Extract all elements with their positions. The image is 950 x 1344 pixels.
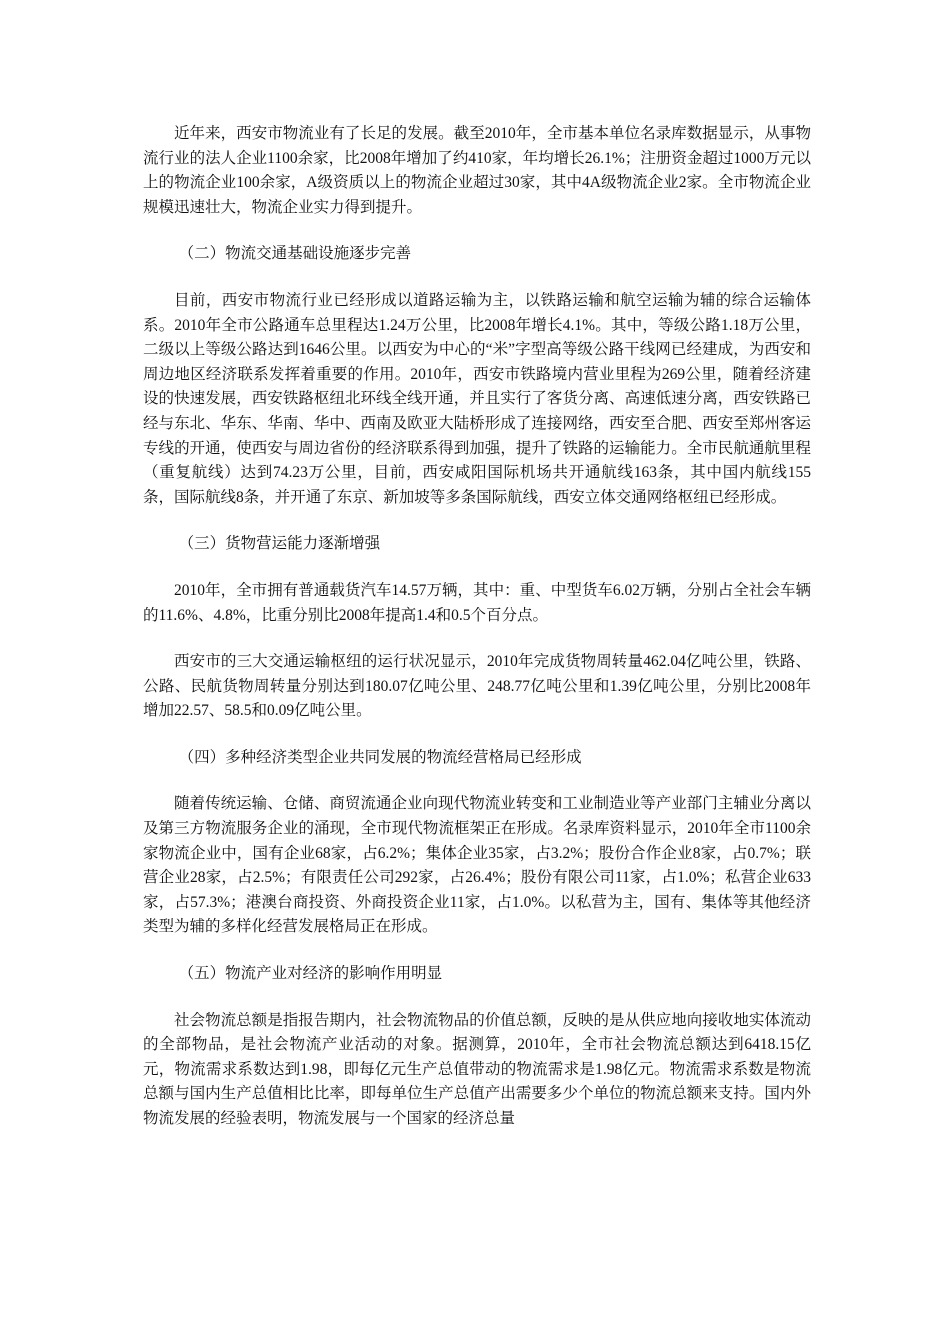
paragraph-trucks: 2010年，全市拥有普通载货汽车14.57万辆，其中：重、中型货车6.02万辆，分别占全社会车辆的11.6%、4.8%，比重分别比2008年提高1.4和0.5个百分点。: [143, 581, 811, 624]
paragraph-freight-turnover: 西安市的三大交通运输枢纽的运行状况显示，2010年完成货物周转量462.04亿吨公里，铁路、公路、民航货物周转量分别达到180.07亿吨公里、248.77亿吨公里和1.39亿吨公里，分别比2008年增加22.57、58.5和0.09亿吨公里。: [143, 653, 811, 720]
paragraph-business-types: 随着传统运输、仓储、商贸流通企业向现代物流业转变和工业制造业等产业部门主辅业分离以及第三方物流服务企业的涌现，全市现代物流框架正在形成。名录库资料显示，2010年全市1100余家物流企业中，国有企业68家，占6.2%；集体企业35家，占3.2%；股份合作企业8家，占0.7%；联营企业28家，占2.5%；有限责任公司292家，占26.4%；股份有限公司11家，占1.0%；私营企业633家，占57.3%；港澳台商投资、外商投资企业11家，占1.0%。以私营为主，国有、集体等其他经济类型为辅的多样化经营发展格局正在形成。: [143, 795, 811, 936]
section-heading-infrastructure: （二）物流交通基础设施逐步完善: [178, 245, 412, 263]
section-heading-freight-capacity: （三）货物营运能力逐渐增强: [178, 535, 381, 553]
paragraph-enterprise-growth: 近年来，西安市物流业有了长足的发展。截至2010年，全市基本单位名录库数据显示，从事物流行业的法人企业1100余家，比2008年增加了约410家，年均增长26.1%；注册资金超过1000万元以上的物流企业100余家，A级资质以上的物流企业超过30家，其中4A级物流企业2家。全市物流企业规模迅速壮大，物流企业实力得到提升。: [143, 125, 811, 216]
section-heading-economic-impact: （五）物流产业对经济的影响作用明显: [178, 965, 443, 983]
section-heading-business-types: （四）多种经济类型企业共同发展的物流经营格局已经形成: [178, 748, 582, 766]
paragraph-economic-impact: 社会物流总额是指报告期内，社会物流物品的价值总额，反映的是从供应地向接收地实体流动的全部物品，是社会物流产业活动的对象。据测算，2010年，全市社会物流总额达到6418.15亿元，物流需求系数达到1.98，即每亿元生产总值带动的物流需求是1.98亿元。物流需求系数是物流总额与国内生产总值相比比率，即每单位生产总值产出需要多少个单位的物流总额来支持。国内外物流发展的经验表明，物流发展与一个国家的经济总量: [143, 1011, 811, 1127]
document-body: [143, 122, 811, 1132]
paragraph-infrastructure: 目前，西安市物流行业已经形成以道路运输为主，以铁路运输和航空运输为辅的综合运输体系。2010年全市公路通车总里程达1.24万公里，比2008年增长4.1%。其中，等级公路1.18万公里，二级以上等级公路达到1646公里。以西安为中心的“米”字型高等级公路干线网已经建成，为西安和周边地区经济联系发挥着重要的作用。2010年，西安市铁路境内营业里程为269公里，随着经济建设的快速发展，西安铁路枢纽北环线全线开通，并且实行了客货分离、高速低速分离，西安铁路已经与东北、华东、华南、华中、西南及欧亚大陆桥形成了连接网络，西安至合肥、西安至郑州客运专线的开通，使西安与周边省份的经济联系得到加强，提升了铁路的运输能力。全市民航通航里程（重复航线）达到74.23万公里，目前，西安咸阳国际机场共开通航线163条，其中国内航线155条，国际航线8条，并开通了东京、新加坡等多条国际航线，西安立体交通网络枢纽已经形成。: [143, 291, 811, 506]
